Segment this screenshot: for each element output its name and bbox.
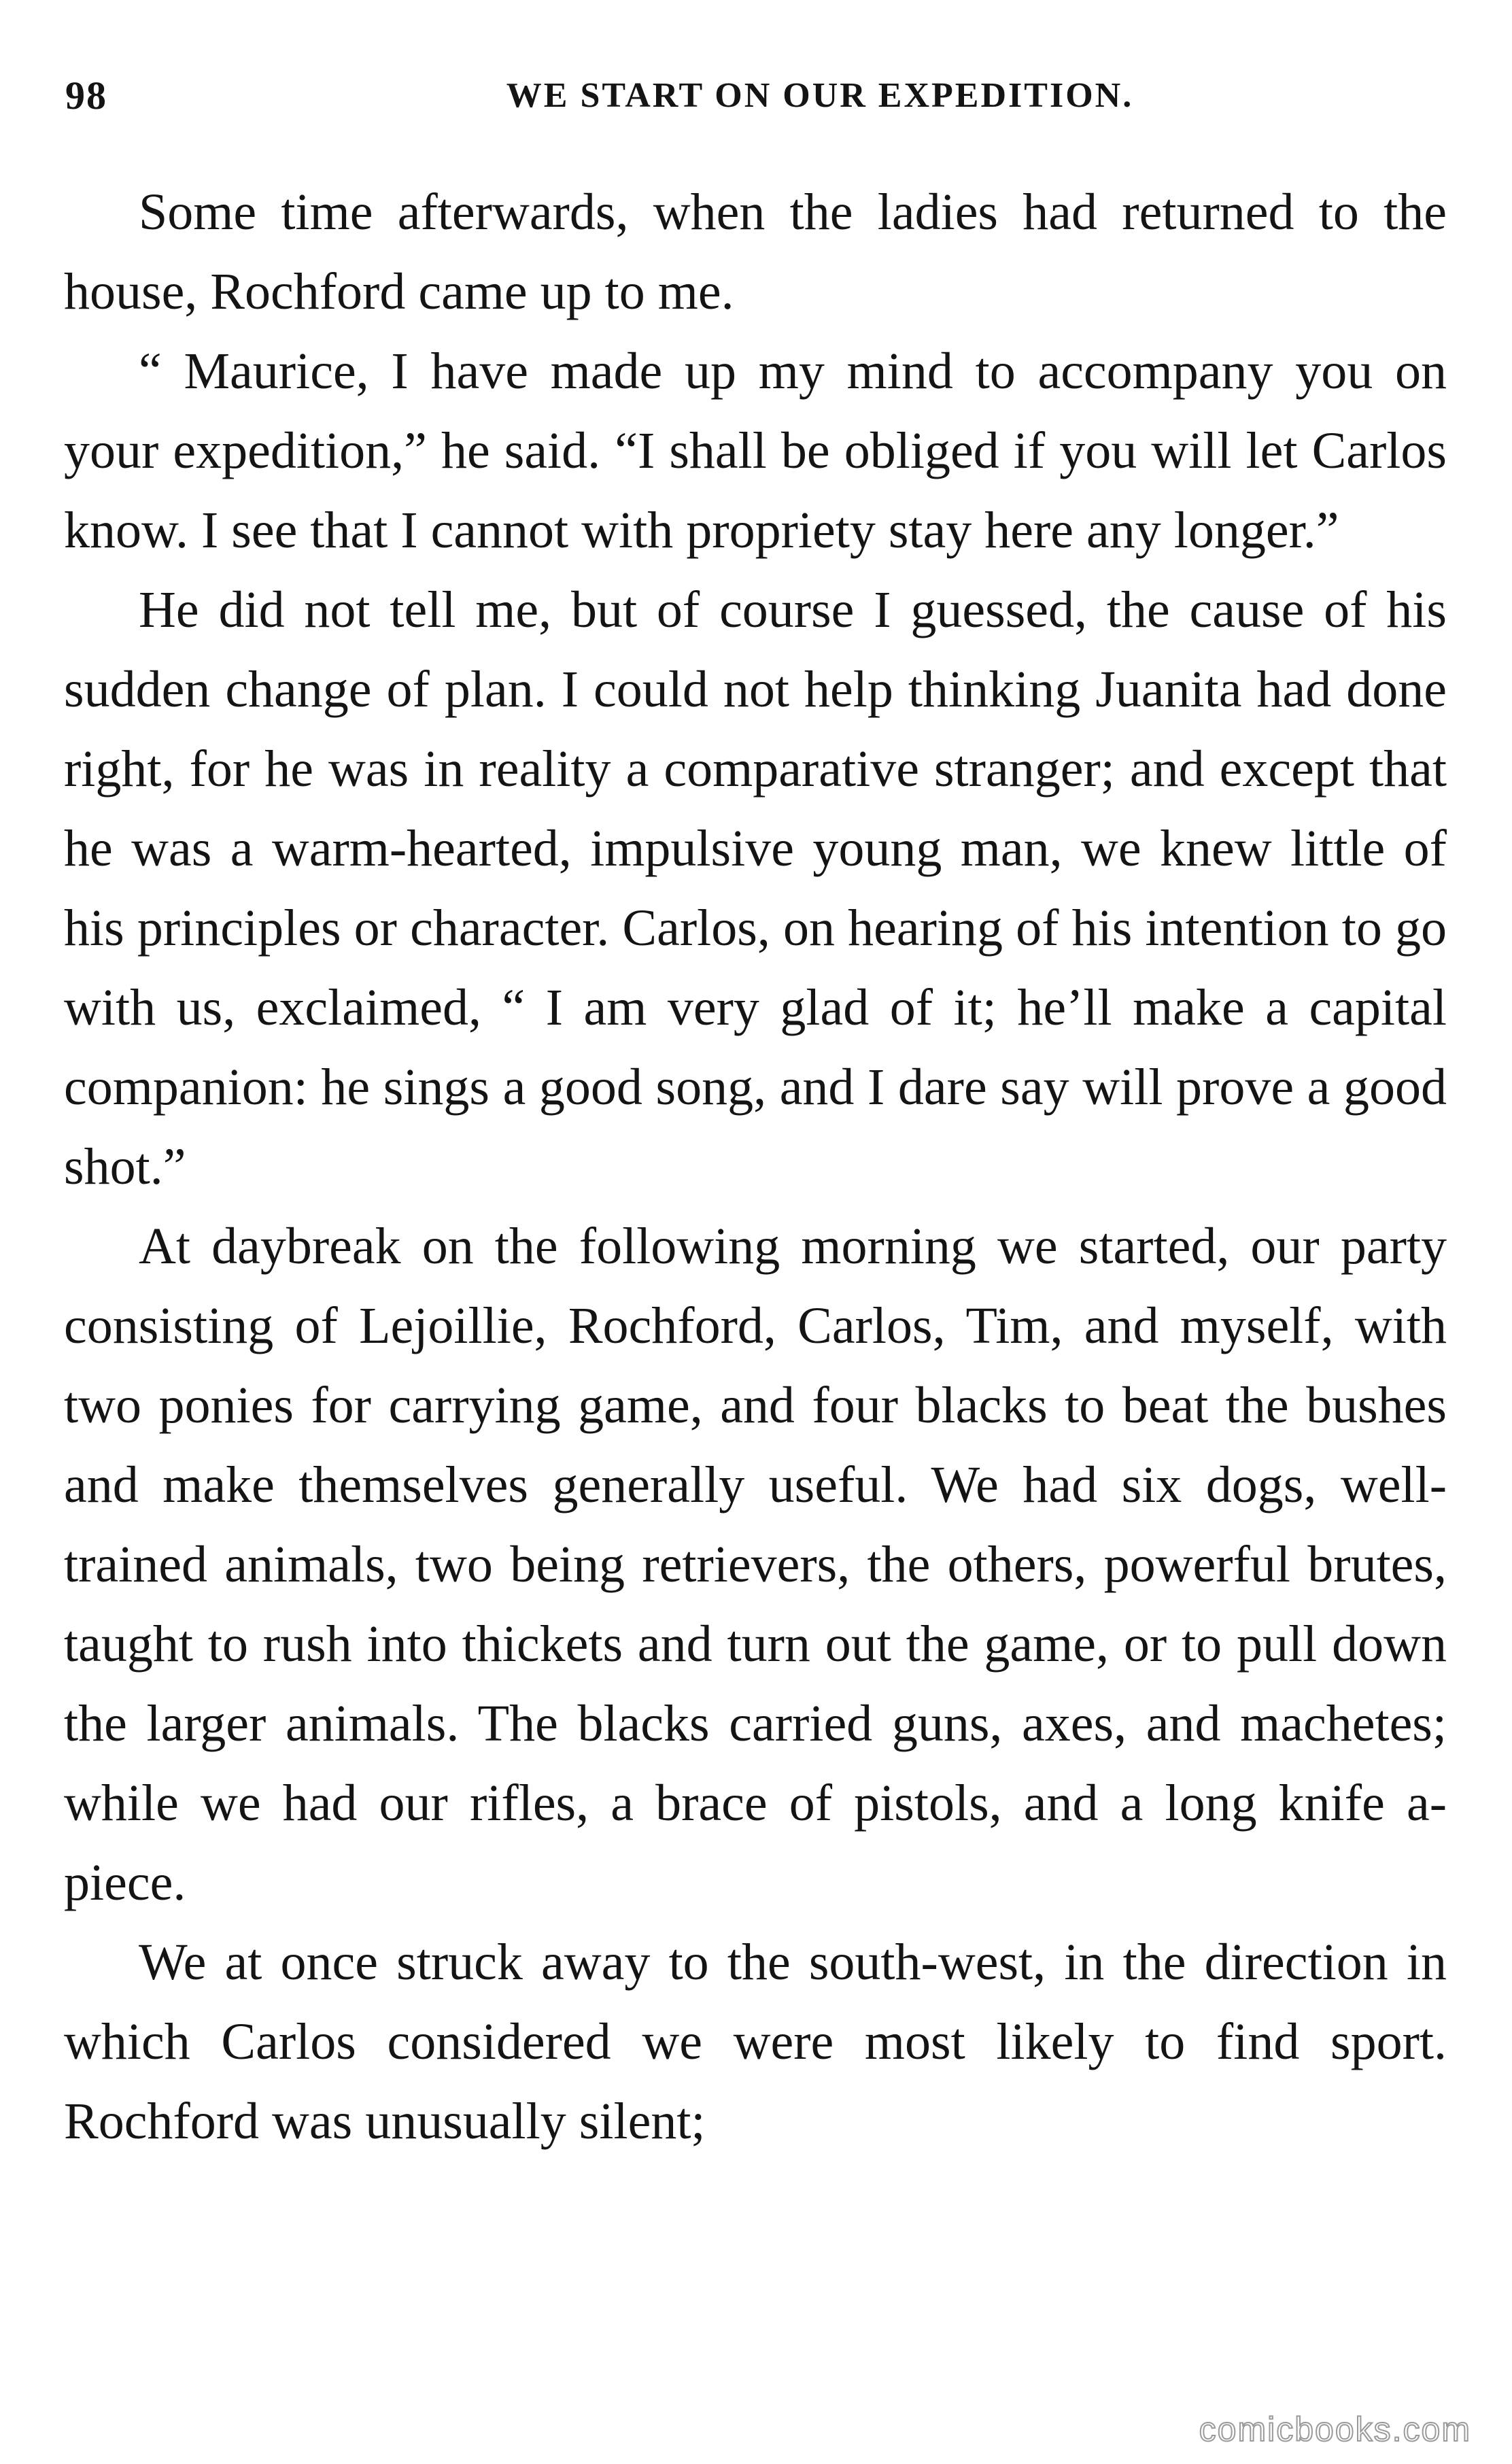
paragraph: “ Maurice, I have made up my mind to accompany you on your expedition,” he said. “I shall be obliged if you will let Carlos know. I see that I cannot with propriety stay here any longer.” [64,343,1447,559]
running-head: WE START ON OUR EXPEDITION. [506,76,1134,115]
paragraph: He did not tell me, but of course I guessed, the cause of his sudden change of plan. I could not help thinking Juanita had done right, for he was in reality a comparative stranger; and except that he was a warm-hearted, impulsive young man, we knew little of his principles or character. Carlos, on hearing of his intention to go with us, exclaimed, “ I am very glad of it; he’ll make a capital companion: he sings a good song, and I dare say will prove a good shot.” [64,581,1447,1195]
page-number: 98 [65,73,107,118]
watermark: comicbooks.com [1199,2410,1471,2448]
paragraph: At daybreak on the following morning we started, our party consisting of Lejoillie, Rochford, Carlos, Tim, and myself, with two ponies for carrying game, and four blacks to beat the bushes and make themselves generally useful. We had six dogs, well-trained animals, two being retrievers, the others, powerful brutes, taught to rush into thickets and turn out the game, or to pull down the larger animals. The blacks carried guns, axes, and machetes; while we had our rifles, a brace of pistols, and a long knife a-piece. [64,1218,1447,1911]
paragraph: We at once struck away to the south-west, in the direction in which Carlos considered we were most likely to find sport. Rochford was unusually silent; [64,1934,1447,2150]
body-text [64,173,1447,2161]
paragraph: Some time afterwards, when the ladies had returned to the house, Rochford came up to me. [64,184,1447,320]
page-header [65,65,1445,126]
